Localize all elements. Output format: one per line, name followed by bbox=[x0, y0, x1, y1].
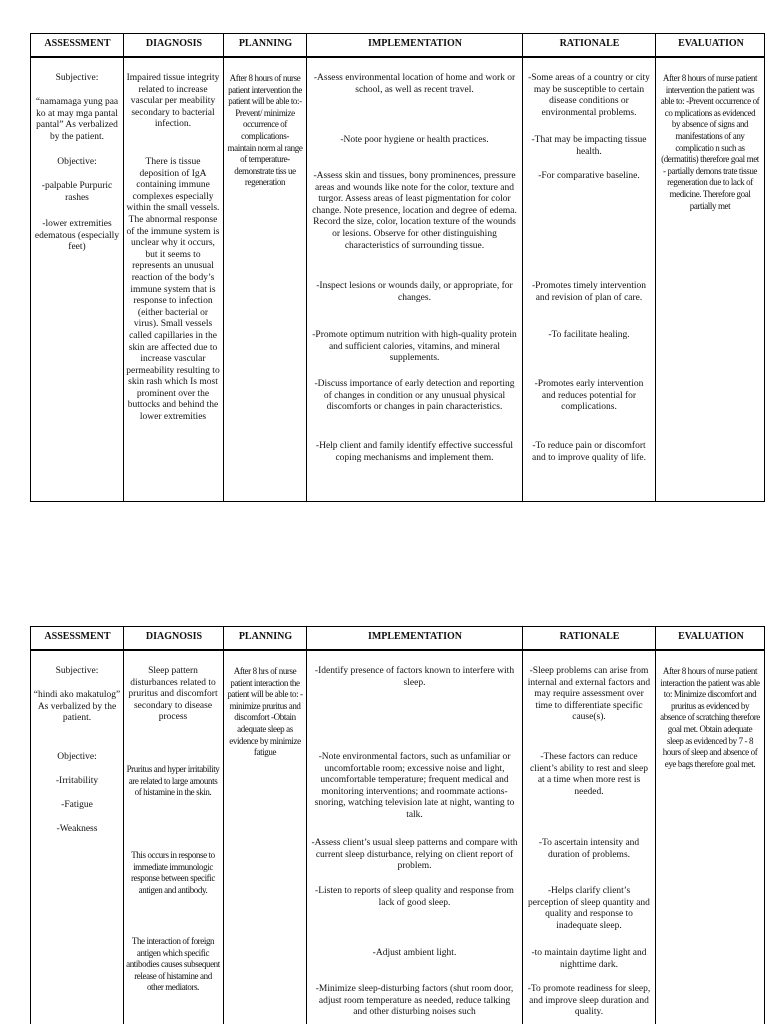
evaluation-text: After 8 hours of nurse patient interaction the patient was able to: Minimize discomfort and pruritus as evidenced by absence of scratching therefore goal met. Obtain adequate sleep as evidenced by 7 - 8 hours of sleep and absence of eye bags therefore goal met. bbox=[660, 666, 760, 769]
rationale-item: -To ascertain intensity and duration of problems. bbox=[538, 838, 640, 860]
diagnosis-pathophysiology: There is tissue deposition of IgA containing immune complexes especially within the small vessels. The abnormal response of the immune system is unclear why it occurs, but it seems to represents an unusual reaction of the body’s immune system that is response to infection (either bacterial or virus). Small vessels called capillaries in the skin are affected due to increase vascular permeability resulting to skin rash which Is most prominent over the buttocks and behind the lower extremities bbox=[126, 157, 220, 423]
rationale-item: -Sleep problems can arise from internal and external factors and may require assessment over time to differentiate specific cause(s). bbox=[527, 666, 651, 723]
header-implementation: IMPLEMENTATION bbox=[367, 38, 463, 49]
implementation-item: -Adjust ambient light. bbox=[372, 948, 457, 958]
rationale-item: -To reduce pain or discomfort and to improve quality of life. bbox=[532, 441, 646, 463]
implementation-cell bbox=[311, 666, 518, 1024]
assessment-objective-2: -lower extremities edematous (especially feet) bbox=[34, 219, 120, 253]
diagnosis-cell bbox=[126, 666, 220, 1024]
header-implementation: IMPLEMENTATION bbox=[367, 631, 463, 642]
implementation-item: -Assess client’s usual sleep patterns and compare with current sleep disturbance, relying on client report of problem. bbox=[311, 838, 518, 872]
implementation-item: -Note environmental factors, such as unfamiliar or uncomfortable room; excessive noise and light, uncomfortable temperature; frequent medical and monitoring interventions; and roommate actions- snoring, watching television late at night, wanting to talk. bbox=[314, 752, 515, 820]
implementation-item: -Discuss importance of early detection and reporting of changes in condition or any unusual physical discomforts or changes in pain characteristics. bbox=[314, 379, 515, 413]
header-diagnosis: DIAGNOSIS bbox=[145, 631, 203, 642]
header-evaluation: EVALUATION bbox=[678, 38, 744, 49]
implementation-item: -Identify presence of factors known to interfere with sleep. bbox=[314, 666, 515, 688]
header-diagnosis: DIAGNOSIS bbox=[145, 38, 203, 49]
assessment-objective-label: Objective: bbox=[57, 752, 97, 762]
assessment-objective-1: -Irritability bbox=[55, 776, 99, 786]
implementation-item: -Help client and family identify effective successful coping mechanisms and implement them. bbox=[315, 441, 514, 463]
rationale-item: -To promote readiness for sleep, and improve sleep duration and quality. bbox=[527, 984, 651, 1018]
assessment-subjective-quote: “namamaga yung paa ko at may mga pantal pantal” As verbalized by the patient. bbox=[35, 97, 119, 142]
rationale-item: -Some areas of a country or city may be susceptible to certain disease conditions or environmental problems. bbox=[528, 73, 650, 118]
implementation-item: -Minimize sleep-disturbing factors (shut room door, adjust room temperature as needed, reduce talking and other disturbing noises such bbox=[315, 984, 514, 1018]
header-rationale: RATIONALE bbox=[559, 38, 620, 49]
assessment-objective-3: -Weakness bbox=[56, 824, 98, 834]
assessment-cell bbox=[33, 73, 121, 493]
header-evaluation: EVALUATION bbox=[678, 631, 744, 642]
rationale-item: -To facilitate healing. bbox=[548, 330, 630, 340]
assessment-objective-label: Objective: bbox=[57, 157, 97, 167]
rationale-cell bbox=[527, 73, 651, 493]
diagnosis-rationale-3: The interaction of foreign antigen which specific antibodies causes subsequent release of histamine and other mediators. bbox=[126, 936, 220, 993]
rationale-item: -Promotes early intervention and reduces potential for complications. bbox=[534, 379, 644, 413]
header-planning: PLANNING bbox=[238, 38, 293, 49]
header-assessment: ASSESSMENT bbox=[44, 631, 111, 642]
rationale-item: -to maintain daytime light and nighttime dark. bbox=[531, 948, 647, 970]
assessment-objective-1: -palpable Purpuric rashes bbox=[41, 181, 113, 203]
diagnosis-statement: Sleep pattern disturbances related to pruritus and discomfort secondary to disease process bbox=[128, 666, 218, 723]
rationale-cell bbox=[527, 666, 651, 1024]
rationale-item: -That may be impacting tissue health. bbox=[531, 135, 647, 157]
header-planning: PLANNING bbox=[238, 631, 293, 642]
implementation-item: -Listen to reports of sleep quality and response from lack of good sleep. bbox=[315, 886, 514, 908]
planning-text: After 8 hrs of nurse patient interaction the patient will be able to: -minimize pruritus and discomfort -Obtain adequate sleep as evidence by minimize fatigue bbox=[227, 666, 303, 758]
rationale-item: -For comparative baseline. bbox=[538, 171, 640, 181]
assessment-subjective-label: Subjective: bbox=[55, 666, 99, 676]
header-rationale: RATIONALE bbox=[559, 631, 620, 642]
implementation-item: -Assess skin and tissues, bony prominences, pressure areas and wounds like note for the color, texture and turgor. Assess areas of least pigmentation for color change. Note presence, location and degree of edema. Record the size, color, location texture of the wounds or lesions. Observe for other distinguishing characteristics of surrounding tissue. bbox=[312, 171, 517, 251]
care-plan-table-2 bbox=[30, 626, 765, 1024]
diagnosis-statement: Impaired tissue integrity related to increase vascular per meability secondary to bacterial infection. bbox=[126, 73, 220, 130]
diagnosis-cell bbox=[126, 73, 220, 501]
implementation-item: -Assess environmental location of home and work or school, as well as recent travel. bbox=[313, 73, 516, 95]
header-assessment: ASSESSMENT bbox=[44, 38, 111, 49]
care-plan-table-1 bbox=[30, 33, 765, 502]
implementation-item: -Promote optimum nutrition with high-quality protein and sufficient calories, vitamins, and mineral supplements. bbox=[312, 330, 517, 364]
implementation-item: -Note poor hygiene or health practices. bbox=[340, 135, 489, 145]
implementation-cell bbox=[311, 73, 518, 493]
diagnosis-rationale-1: Pruritus and hyper irritability are related to large amounts of histamine in the skin. bbox=[126, 764, 220, 798]
diagnosis-rationale-2: This occurs in response to immediate immunologic response between specific antigen and antibody. bbox=[131, 850, 215, 895]
assessment-subjective-label: Subjective: bbox=[55, 73, 99, 83]
assessment-subjective-quote: “hindi ako makatulog” As verbalized by the patient. bbox=[33, 690, 121, 724]
rationale-item: -These factors can reduce client’s ability to rest and sleep at a time when more rest is needed. bbox=[530, 752, 648, 797]
assessment-objective-2: -Fatigue bbox=[61, 800, 93, 810]
implementation-item: -Inspect lesions or wounds daily, or appropriate, for changes. bbox=[316, 281, 513, 303]
rationale-item: -Promotes timely intervention and revision of plan of care. bbox=[532, 281, 646, 303]
planning-text: After 8 hours of nurse patient intervention the patient will be able to:-Prevent/ minimize occurrence of complications- maintain norm al range of temperature- demonstrate tiss ue regeneration bbox=[227, 73, 303, 188]
rationale-item: -Helps clarify client’s perception of sleep quantity and quality and response to inadequate sleep. bbox=[528, 886, 650, 931]
evaluation-text: After 8 hours of nurse patient intervention the patient was able to: -Prevent occurrence of co mplications as evidenced by absence of signs and manifestations of any complicatio n such as (dermatitis) therefore goal met - partially demons trate tissue regeneration due to lack of medicine. Therefore goal partially met bbox=[660, 73, 760, 211]
